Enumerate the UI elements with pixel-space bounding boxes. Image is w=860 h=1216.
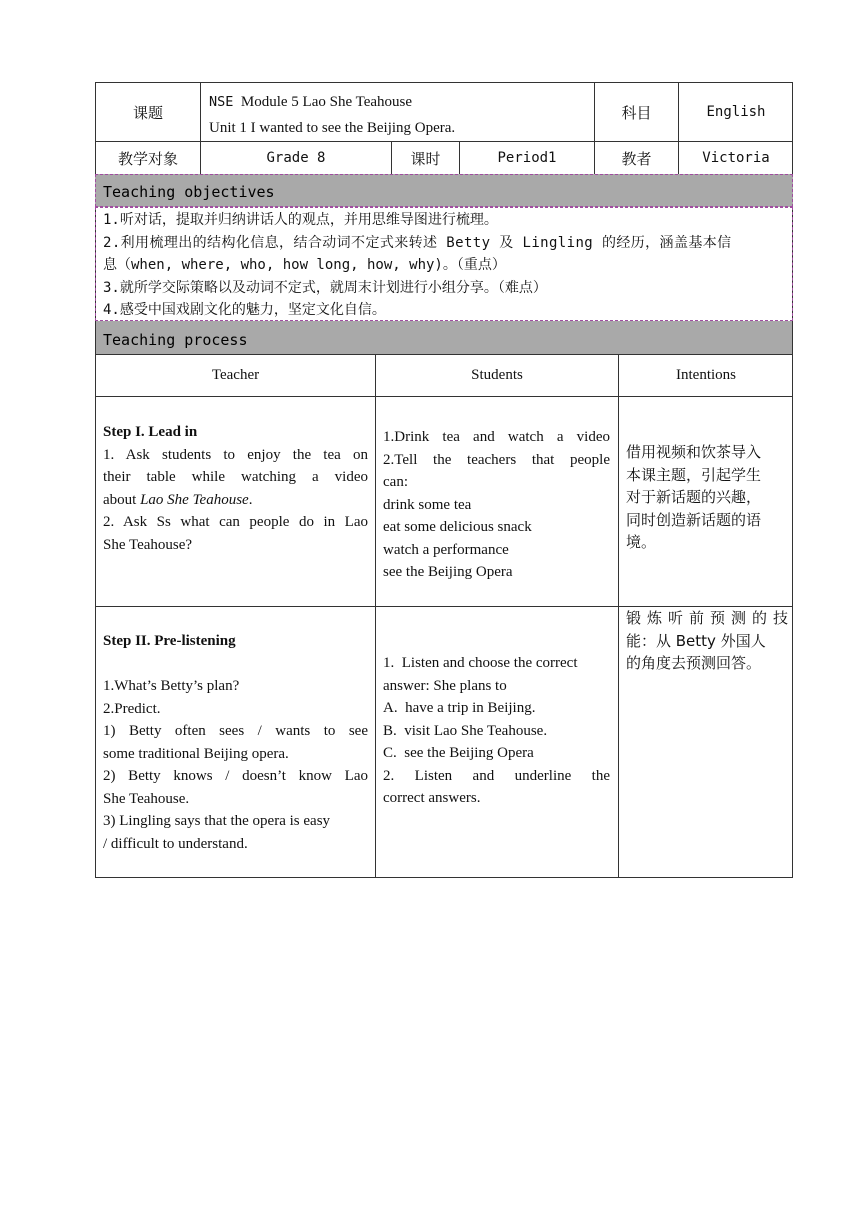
- step1-teacher-line: about: [103, 491, 141, 508]
- objectives-text: [103, 209, 787, 322]
- topic-label: 课题: [132, 103, 163, 122]
- column-header-teacher: Teacher: [211, 367, 260, 383]
- objective-2-cont: 息（when, where, who, how long, how, why)。（重点）: [103, 257, 506, 273]
- step2-intentions: [626, 607, 788, 675]
- step2-teacher-line: 2) Betty knows / doesn’t know Lao: [103, 768, 368, 784]
- divider: [95, 396, 793, 397]
- step2-student-line: correct answers.: [383, 790, 481, 806]
- step2-intent-line: 锻炼听前预测的技: [626, 609, 788, 627]
- step1-student-line: 1.Drink tea and watch a video: [383, 429, 610, 445]
- step1-teacher-line: their table while watching a video: [103, 469, 368, 485]
- step1-intent-line: 境。: [626, 533, 657, 551]
- topic-prefix: NSE: [209, 94, 234, 110]
- step1-student-line: drink some tea: [383, 496, 472, 513]
- step2-student-line: A. have a trip in Beijing.: [383, 700, 536, 716]
- column-header-intentions: Intentions: [676, 367, 736, 383]
- divider: [375, 354, 376, 878]
- step2-students: [383, 652, 610, 810]
- step1-students: [383, 426, 610, 584]
- step1-student-line: eat some delicious snack: [383, 519, 532, 535]
- step2-intent-line: 的角度去预测回答。: [626, 654, 762, 672]
- divider: [618, 354, 619, 878]
- step2-teacher-line: 2.Predict.: [103, 700, 161, 717]
- period-value: Period1: [497, 150, 557, 166]
- teacher-label: 教者: [621, 149, 652, 168]
- step2-teacher: [103, 630, 368, 855]
- step2-student-line: answer: She plans to: [383, 677, 507, 694]
- step1-student-line: see the Beijing Opera: [383, 564, 513, 580]
- audience-label: 教学对象: [117, 149, 178, 168]
- objective-1: 1.听对话，提取并归纳讲话人的观点，并用思维导图进行梳理。: [103, 212, 498, 228]
- subject-value: English: [706, 104, 766, 120]
- step1-teacher-line: 2. Ask Ss what can people do in Lao: [103, 514, 368, 530]
- step2-student-line: 2. Listen and underline the: [383, 767, 610, 784]
- step2-teacher-line: She Teahouse.: [103, 790, 190, 807]
- step1-intent-line: 借用视频和饮茶导入: [626, 443, 762, 461]
- step2-teacher-line: 1.What’s Betty’s plan?: [103, 678, 240, 694]
- topic-value: [209, 89, 593, 139]
- objective-4: 4.感受中国戏剧文化的魅力，坚定文化自信。: [103, 302, 386, 318]
- audience-value: Grade 8: [266, 150, 326, 166]
- step1-student-line: can:: [383, 474, 408, 490]
- step1-teacher-line: 1. Ask students to enjoy the tea on: [103, 446, 368, 463]
- step2-teacher-line: 1) Betty often sees / wants to see: [103, 723, 368, 739]
- step2-teacher-line: 3) Lingling says that the opera is easy: [103, 813, 331, 829]
- process-heading: Teaching process: [103, 331, 248, 349]
- period-mark: .: [248, 491, 253, 508]
- objective-3: 3.就所学交际策略以及动词不定式，就周末计划进行小组分享。（难点）: [103, 279, 547, 296]
- step1-student-line: 2.Tell the teachers that people: [383, 451, 610, 468]
- step2-teacher-line: some traditional Beijing opera.: [103, 745, 289, 762]
- topic-line2: Unit 1 I wanted to see the Beijing Opera.: [209, 120, 456, 136]
- teahouse-name: Lao She Teahouse: [140, 491, 249, 508]
- step2-title: Step II. Pre-listening: [103, 633, 236, 649]
- column-header-students: Students: [471, 367, 523, 383]
- step2-teacher-line: / difficult to understand.: [103, 835, 248, 852]
- step2-intent-line: 能：从 Betty 外国人: [626, 631, 766, 650]
- step1-intent-line: 对于新话题的兴趣，: [626, 488, 762, 506]
- step1-intent-line: 本课主题，引起学生: [626, 465, 762, 484]
- objectives-heading: Teaching objectives: [103, 183, 275, 201]
- step2-student-line: C. see the Beijing Opera: [383, 745, 534, 761]
- period-label: 课时: [410, 149, 441, 168]
- step1-teacher-line: She Teahouse?: [103, 536, 193, 553]
- step1-intentions: [626, 441, 788, 554]
- topic-line1: Module 5 Lao She Teahouse: [240, 94, 413, 110]
- step2-student-line: B. visit Lao She Teahouse.: [383, 722, 548, 739]
- teacher-value: Victoria: [702, 150, 770, 166]
- step1-intent-line: 同时创造新话题的语: [626, 510, 762, 529]
- step1-title: Step I. Lead in: [103, 424, 198, 440]
- objective-2: 2.利用梳理出的结构化信息，结合动词不定式来转述 Betty 及 Lingling 的经历，涵盖基本信: [103, 234, 732, 251]
- step1-teacher: [103, 421, 368, 556]
- step1-student-line: watch a performance: [383, 541, 509, 558]
- step2-student-line: 1. Listen and choose the correct: [383, 655, 578, 671]
- subject-label: 科目: [621, 103, 652, 122]
